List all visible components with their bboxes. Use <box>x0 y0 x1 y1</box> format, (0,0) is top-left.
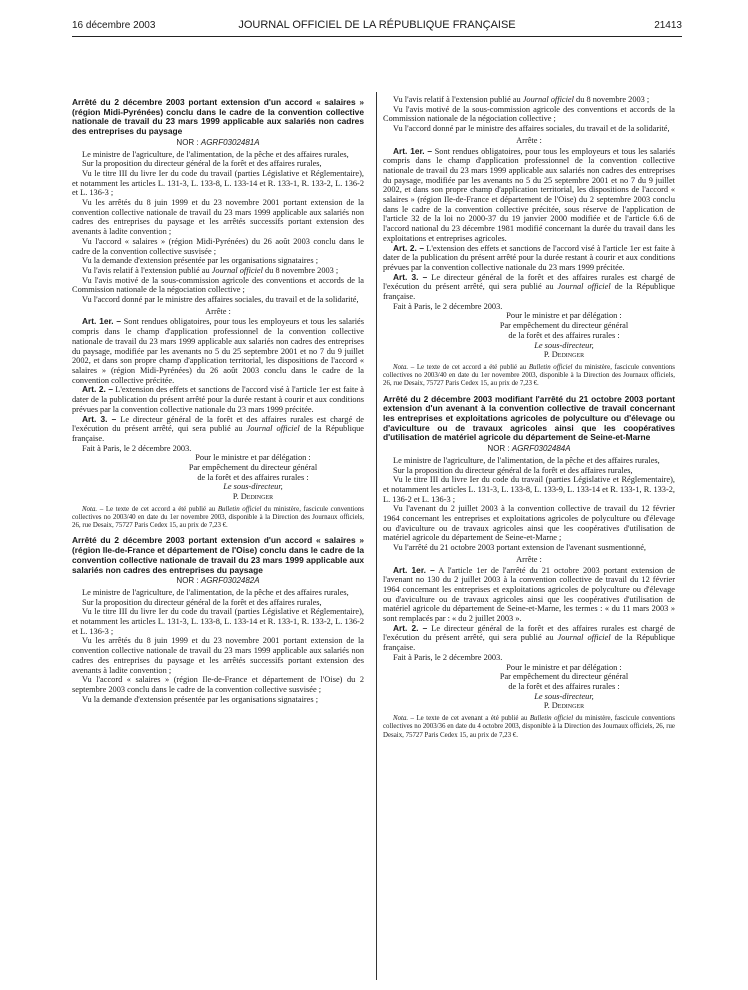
header-journal-title: JOURNAL OFFICIEL DE LA RÉPUBLIQUE FRANÇAISE <box>238 19 516 31</box>
nor-code: AGRF0302484A <box>511 444 571 454</box>
paragraph: Sur la proposition du directeur général de la forêt et des affaires rurales, <box>393 465 633 475</box>
column-divider <box>376 92 377 980</box>
bulletin-ref: Bulletin officiel <box>217 505 262 513</box>
paragraph: Vu la demande d'extension présentée par les organisations signataires ; <box>82 256 319 266</box>
text: Vu l'avis relatif à l'extension publié au <box>82 265 212 275</box>
header-date: 16 décembre 2003 <box>72 20 156 31</box>
article-number: Art. 2. – <box>82 384 113 395</box>
article-number: Art. 1er. – <box>393 145 433 156</box>
signature-block <box>453 663 675 712</box>
article <box>72 317 364 385</box>
signature-block <box>453 311 675 360</box>
nor-code: AGRF0302482A <box>200 576 260 586</box>
arrete-heading: Arrête : <box>205 306 231 316</box>
paragraph <box>72 266 364 276</box>
nota <box>383 715 675 740</box>
article-number: Art. 1er. – <box>393 564 435 575</box>
paragraph <box>383 95 675 105</box>
nor-label: NOR : <box>176 576 201 586</box>
article <box>383 566 675 624</box>
paragraph: Vu le titre III du livre Ier du code du travail (parties Législative et Réglementaire), et notamment les articles L. 131-3, L. 133-8, L. 133-14 et R. 133-1, R. 133-2, L. 136-2 et L. 136-3 ; <box>72 168 364 198</box>
paragraph: Sur la proposition du directeur général de la forêt et des affaires rurales, <box>82 597 322 607</box>
nor-code: AGRF0302481A <box>200 137 260 147</box>
signature-line: Pour le ministre et par délégation : <box>506 662 622 672</box>
header-page-number: 21413 <box>654 20 682 31</box>
paragraph: Le ministre de l'agriculture, de l'alimentation, de la pêche et des affaires rurales, <box>82 587 349 597</box>
article <box>383 624 675 653</box>
article-text: Sont rendues obligatoires, pour tous les employeurs et tous les salariés compris dans le champ d'application professionnel de la convention collective nationale de travail du 23 mars 1999 applicable aux salariés non cadres des entreprises du paysage, modifiée par les avenants no 5 du 25 septembre 2001 et no 7 du 9 juillet 2002, et dans son propre champ d'application territorial, les dispositions de l'accord « salaires » (région Ile-de-France et département de l'Oise) du 2 septembre 2003 conclu dans le cadre de la convention collective précitée, sous réserve de l'application de l'article 32 de la loi no 2000-37 du 19 janvier 2000 modifiée et de l'article 6.6 de l'accord national du 23 décembre 1981 modifié concernant la durée du travail dans les exploitations et entreprises agricoles. <box>383 146 675 243</box>
nor-reference <box>383 444 675 454</box>
signature-line: de la forêt et des affaires rurales : <box>508 681 620 691</box>
fait-line: Fait à Paris, le 2 décembre 2003. <box>393 301 503 311</box>
article <box>72 385 364 414</box>
article-text: A l'article 1er de l'arrêté du 21 octobre 2003 portant extension de l'avenant no 130 du 2 juillet 2003 à la convention collective de travail du 12 février 1964 concernant les entreprises et exploitations agricoles de polyculture ou d'élevage ou d'aviculture ou de travaux agricoles ainsi que les coopératives d'utilisation de matériel agricole du département de Seine-et-Marne, les termes : « du 11 mars 2003 » sont remplacés par : « du 2 juillet 2003 ». <box>383 565 675 624</box>
paragraph: Vu l'avenant du 2 juillet 2003 à la convention collective de travail du 12 février 1964 concernant les entreprises et exploitations agricoles de polyculture ou d'élevage ou d'aviculture ou de travaux agricoles ainsi que les coopératives d'utilisation de matériel agricole du département de Seine-et-Marne ; <box>383 504 675 543</box>
article <box>72 415 364 444</box>
paragraph: Vu le titre III du livre Ier du code du travail (parties Législative et Réglementaire), et notamment les articles L. 131-3, L. 133-8, L. 133-9, L. 133-14 et R. 133-1, R. 133-2, L. 136-2 et L. 136-3 ; <box>383 475 675 504</box>
arrete-heading: Arrête : <box>516 554 542 564</box>
nota-label: Nota. – <box>82 505 104 513</box>
text: Le texte de cet avenant a été publié au <box>414 715 530 723</box>
article-text: Le directeur général de la forêt et des affaires rurales est chargé de l'exécution du présent arrêté, qui sera publié au <box>383 272 675 292</box>
nota <box>72 506 364 531</box>
signature-line: Par empêchement du directeur général <box>499 672 629 682</box>
signatory-name: P. Dedinger <box>543 350 585 360</box>
article-number: Art. 2. – <box>393 242 424 253</box>
article-text: de la République française. <box>383 633 675 653</box>
nota <box>383 364 675 389</box>
arrete-heading: Arrête : <box>516 135 542 145</box>
text: du ministère, fascicule conventions collectives no 2003/40 en date du 1er novembre 2003, disponible à la Direction des Journaux officiels, 26, rue Desaix, 75727 Paris Cedex 15, au prix de 7,23 €. <box>72 505 364 530</box>
text: Le texte de cet accord a été publié au <box>414 363 529 371</box>
article-text: de la République française. <box>383 282 675 302</box>
decree-title: Arrêté du 2 décembre 2003 portant extension d'un accord « salaires » (région Midi-Pyrénées) conclu dans le cadre de la convention collective nationale de travail du 23 mars 1999 applicable aux salariés non cadres des entreprises du paysage <box>72 97 364 137</box>
signatory-title: Le sous-directeur, <box>534 340 594 350</box>
nor-label: NOR : <box>487 444 512 454</box>
text: du ministère, fascicule conventions collectives no 2003/40 en date du 1er novembre 2003, disponible à la Direction des Journaux officiels, 26, rue Desaix, 75727 Paris Cedex 15, au prix de 7,23 €. <box>383 363 675 388</box>
article-number: Art. 3. – <box>393 271 428 282</box>
right-column <box>383 95 675 746</box>
decree-title: Arrêté du 2 décembre 2003 modifiant l'arrêté du 21 octobre 2003 portant extension d'un avenant à la convention collective de travail concernant les entreprises et exploitations agricoles de polyculture ou d'élevage ou d'aviculture ou de travaux agricoles ainsi que les coopératives d'utilisation de matériel agricole du département de Seine-et-Marne <box>383 393 675 443</box>
journal-ref: Journal officiel <box>557 282 611 292</box>
article <box>383 147 675 244</box>
signature-line: Pour le ministre et par délégation : <box>195 453 311 463</box>
text: Vu l'avis relatif à l'extension publié au <box>393 95 523 104</box>
nota-label: Nota. – <box>393 715 415 723</box>
signature-line: de la forêt et des affaires rurales : <box>197 472 309 482</box>
signatory-title: Le sous-directeur, <box>534 691 594 701</box>
text: du 8 novembre 2003 ; <box>573 95 650 104</box>
article-text: L'extension des effets et sanctions de l'accord visé à l'article 1er est faite à dater de la publication du présent arrêté pour la durée restant à courir et aux conditions prévues par la convention collective nationale du 23 mars 1999 précitée. <box>383 243 675 272</box>
paragraph: Vu l'accord donné par le ministre des affaires sociales, du travail et de la solidarité, <box>82 295 359 305</box>
article-number: Art. 2. – <box>393 622 428 633</box>
article-text: de la République française. <box>72 424 364 443</box>
paragraph: Sur la proposition du directeur général de la forêt et des affaires rurales, <box>82 159 322 169</box>
nor-reference <box>72 138 364 148</box>
paragraph: Le ministre de l'agriculture, de l'alimentation, de la pêche et des affaires rurales, <box>393 455 660 465</box>
paragraph: Vu l'avis motivé de la sous-commission agricole des conventions et accords de la Commission nationale de la négociation collective ; <box>72 275 364 295</box>
journal-ref: Journal officiel <box>211 265 263 275</box>
paragraph: Vu l'accord « salaires » (région Midi-Pyrénées) du 26 août 2003 conclu dans le cadre de la convention collective susvisée ; <box>72 236 364 256</box>
paragraph: Vu l'accord donné par le ministre des affaires sociales, du travail et de la solidarité, <box>393 124 670 134</box>
left-column <box>72 95 364 704</box>
journal-ref: Journal officiel <box>557 633 611 643</box>
article-text: Le directeur général de la forêt et des affaires rurales est chargé de l'exécution du présent arrêté, qui sera publié au <box>72 414 364 434</box>
fait-line: Fait à Paris, le 2 décembre 2003. <box>393 652 503 662</box>
paragraph: Vu les arrêtés du 8 juin 1999 et du 23 novembre 2001 portant extension de la convention collective nationale de travail du 23 mars 1999 applicable aux salariés non cadres des entreprises du paysage et les arrêtés successifs portant extension des avenants à ladite convention ; <box>72 198 364 237</box>
page-header <box>72 18 682 34</box>
nota-label: Nota. – <box>393 363 415 371</box>
paragraph: Vu l'accord « salaires » (région Ile-de-France et département de l'Oise) du 2 septembre 2003 conclu dans le cadre de la convention collective susvisée ; <box>72 675 364 694</box>
article-number: Art. 1er. – <box>82 316 122 327</box>
signature-line: de la forêt et des affaires rurales : <box>508 330 620 340</box>
fait-line: Fait à Paris, le 2 décembre 2003. <box>82 443 192 453</box>
article-text: L'extension des effets et sanctions de l'accord visé à l'article 1er est faite à dater de la publication du présent arrêté pour la durée restant à courir et aux conditions prévues par la convention collective nationale du 23 mars 1999 précitée. <box>72 385 364 414</box>
signatory-name: P. Dedinger <box>543 701 585 711</box>
article-text: Le directeur général de la forêt et des affaires rurales est chargé de l'exécution du présent arrêté, qui sera publié au <box>383 623 675 643</box>
paragraph: Vu les arrêtés du 8 juin 1999 et du 23 novembre 2001 portant extension de la convention collective nationale de travail du 23 mars 1999 applicable aux salariés non cadres des entreprises du paysage et les arrêtés successifs portant extension des avenants à ladite convention ; <box>72 636 364 675</box>
text: du ministère, fascicule conventions collectives no 2003/36 en date du 4 octobre 2003, disponible à la Direction des Journaux officiels, 26, rue Desaix, 75727 Paris Cedex 15, au prix de 7,23 €. <box>383 715 675 739</box>
signatory-name: P. Dedinger <box>232 492 274 502</box>
text: Le texte de cet accord a été publié au <box>103 505 218 513</box>
signatory-title: Le sous-directeur, <box>223 482 283 492</box>
paragraph: Vu la demande d'extension présentée par les organisations signataires ; <box>82 694 319 704</box>
decree-title: Arrêté du 2 décembre 2003 portant extension d'un accord « salaires » (région Ile-de-France et département de l'Oise) conclu dans le cadre de la convention collective nationale de travail du 23 mars 1999 applicable aux salariés non cadres des entreprises du paysage <box>72 535 364 575</box>
paragraph: Vu l'arrêté du 21 octobre 2003 portant extension de l'avenant susmentionné, <box>393 543 646 553</box>
signature-line: Pour le ministre et par délégation : <box>506 311 622 321</box>
nor-reference <box>72 576 364 586</box>
signature-line: Par empêchement du directeur général <box>188 463 318 473</box>
header-rule <box>72 36 682 37</box>
article <box>383 244 675 273</box>
article-number: Art. 3. – <box>82 413 117 424</box>
article-text: Sont rendues obligatoires, pour tous les employeurs et tous les salariés compris dans le champ d'application professionnel de la convention collective nationale de travail du 23 mars 1999 applicable aux salariés non cadres des entreprises du paysage, modifiée par les avenants no 5 du 25 septembre 2001 et no 7 du 9 juillet 2002, et dans son propre champ d'application territorial, les dispositions de l'accord « salaires » (région Midi-Pyrénées) du 26 août 2003 conclu dans le cadre de la convention collective précitée. <box>72 317 364 385</box>
bulletin-ref: Bulletin officiel <box>529 715 574 723</box>
paragraph: Le ministre de l'agriculture, de l'alimentation, de la pêche et des affaires rurales, <box>82 149 349 159</box>
paragraph: Vu le titre III du livre Ier du code du travail (parties Législative et Réglementaire), et notamment les articles L. 131-3, L. 133-8, L. 133-14 et R. 133-1, R. 133-2, L. 136-2 et L. 136-3 ; <box>72 607 364 636</box>
journal-ref: Journal officiel <box>522 95 574 104</box>
text: du 8 novembre 2003 ; <box>262 265 339 275</box>
article <box>383 273 675 302</box>
journal-ref: Journal officiel <box>246 424 300 434</box>
bulletin-ref: Bulletin officiel <box>528 363 573 371</box>
nor-label: NOR : <box>176 137 201 147</box>
signature-block <box>142 453 364 502</box>
signature-line: Par empêchement du directeur général <box>499 321 629 331</box>
paragraph: Vu l'avis motivé de la sous-commission agricole des conventions et accords de la Commission nationale de la négociation collective ; <box>383 104 675 124</box>
